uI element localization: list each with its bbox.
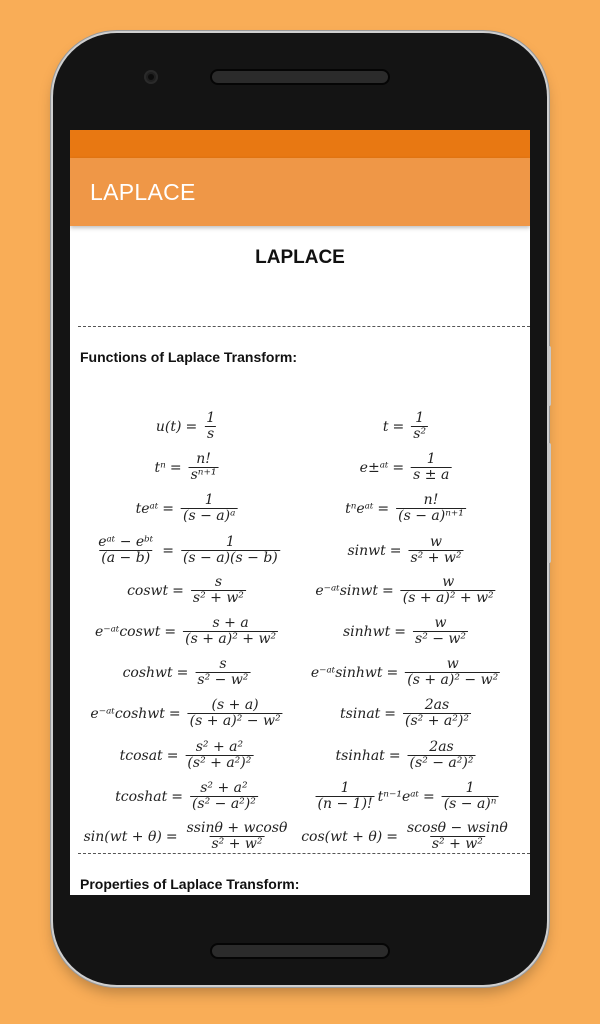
rhs-fraction <box>183 616 278 647</box>
section-title-properties: Properties of Laplace Transform: <box>80 876 300 892</box>
rhs-fraction <box>188 698 283 729</box>
formula-right-7 <box>340 698 474 729</box>
rhs-fraction <box>185 821 290 852</box>
formula-right-6 <box>311 657 503 688</box>
equals-sign: = <box>171 788 183 805</box>
formula-right-3 <box>347 535 466 566</box>
rhs-fraction <box>409 535 464 566</box>
equals-sign: = <box>162 500 175 517</box>
rhs-fraction <box>405 657 500 688</box>
rhs-fraction <box>411 452 451 483</box>
numerator: 1 <box>206 410 216 426</box>
equals-sign: = <box>392 418 405 435</box>
denominator: (s² + a²)² <box>187 755 252 771</box>
formula-right-2 <box>345 493 469 524</box>
formula-right-9 <box>313 781 502 812</box>
equals-sign: = <box>164 623 177 640</box>
lhs-term: tⁿeᵃᵗ <box>345 500 374 517</box>
equals-sign: = <box>386 664 399 681</box>
denominator: s² − w² <box>197 672 249 688</box>
formula-left-8 <box>120 740 257 771</box>
rhs-fraction <box>181 493 237 524</box>
denominator: s² + w² <box>192 590 244 606</box>
equals-sign: = <box>377 500 390 517</box>
lhs-term: cos(wt + θ) <box>301 828 383 845</box>
formula-left-10 <box>84 821 293 852</box>
formula-left-5 <box>95 616 281 647</box>
lhs-term: e±ᵃᵗ <box>359 459 389 476</box>
rhs-fraction <box>405 821 510 852</box>
lhs-term: coshwt <box>122 664 173 681</box>
equals-sign: = <box>392 459 405 476</box>
lhs-term: teᵃᵗ <box>135 500 159 517</box>
lhs-term: tsinat <box>340 705 381 722</box>
dashed-separator <box>78 326 530 327</box>
rhs-fraction <box>204 411 217 442</box>
lhs-term: tcosat <box>119 747 163 764</box>
rhs-fraction <box>189 452 219 483</box>
denominator: s² <box>413 426 427 442</box>
lhs-term: e⁻ᵃᵗcoswt <box>94 623 161 640</box>
denominator: s² + w² <box>410 550 462 566</box>
bottom-speaker <box>212 945 388 957</box>
denominator: (s + a)² + w² <box>185 631 277 647</box>
numerator: 1 <box>340 780 350 796</box>
formula-left-7 <box>90 698 285 729</box>
numerator: 1 <box>225 534 235 550</box>
numerator: eᵃᵗ − eᵇᵗ <box>98 534 154 550</box>
rhs-fraction <box>403 698 471 729</box>
formula-right-10 <box>301 821 513 852</box>
numerator: s² + a² <box>195 739 244 755</box>
numerator: 1 <box>415 410 425 426</box>
denominator: s² + w² <box>431 836 483 852</box>
formula-left-6 <box>123 657 254 688</box>
equals-sign: = <box>166 747 179 764</box>
equals-sign: = <box>386 828 398 845</box>
denominator: (n − 1)! <box>317 796 373 812</box>
denominator: s² + w² <box>211 836 263 852</box>
denominator: s² − w² <box>415 631 467 647</box>
app-bar <box>70 158 530 226</box>
denominator: (a − b) <box>101 550 151 566</box>
denominator: (s − a)(s − b) <box>182 550 278 566</box>
equals-sign: = <box>384 705 397 722</box>
lhs-term: u(t) <box>155 418 182 435</box>
denominator: (s + a)² − w² <box>189 713 281 729</box>
formula-right-1 <box>360 452 455 483</box>
formula-left-2 <box>136 493 241 524</box>
denominator: (s − a)ᵃ <box>183 508 236 524</box>
denominator: (s + a)² − w² <box>407 672 499 688</box>
equals-sign: = <box>422 788 435 805</box>
numerator: ssinθ + wcosθ <box>186 820 288 836</box>
denominator: (s − a)ⁿ <box>443 796 497 812</box>
numerator: w <box>442 574 455 590</box>
denominator: s <box>207 426 215 442</box>
denominator: (s² − a²)² <box>191 796 256 812</box>
equals-sign: = <box>176 664 189 681</box>
rhs-fraction <box>396 493 466 524</box>
lhs-term: sinhwt <box>342 623 391 640</box>
formula-left-9 <box>115 781 261 812</box>
equals-sign: = <box>389 542 402 559</box>
numerator: s <box>219 656 227 672</box>
lhs-term: tⁿ⁻¹eᵃᵗ <box>377 788 419 805</box>
denominator: (s² − a²)² <box>409 755 474 771</box>
numerator: s <box>214 574 222 590</box>
denominator: (s² + a²)² <box>405 713 469 729</box>
lhs-term: e⁻ᵃᵗcoshwt <box>90 705 165 722</box>
volume-button <box>547 443 551 563</box>
formula-left-1 <box>155 452 222 483</box>
lhs-term: sinwt <box>347 542 386 559</box>
top-speaker <box>212 71 388 83</box>
formula-left-4 <box>127 575 249 606</box>
numerator: s + a <box>212 615 249 631</box>
formula-left-0 <box>156 411 220 442</box>
front-camera <box>144 70 158 84</box>
equals-sign: = <box>382 582 394 599</box>
numerator: n! <box>196 451 211 467</box>
page-title: LAPLACE <box>255 247 345 268</box>
app-screen <box>70 130 530 895</box>
lhs-term: tcoshat <box>115 788 168 805</box>
rhs-fraction <box>191 575 246 606</box>
rhs-fraction <box>442 781 499 812</box>
rhs-fraction <box>190 781 258 812</box>
formula-right-8 <box>336 740 479 771</box>
lhs-term: sin(wt + θ) <box>83 828 162 845</box>
equals-sign: = <box>165 828 178 845</box>
lhs-term: tⁿ <box>154 459 166 476</box>
lhs-term: e⁻ᵃᵗsinhwt <box>310 664 383 681</box>
numerator: s² + a² <box>200 780 248 796</box>
lhs-fraction <box>96 535 155 566</box>
rhs-fraction <box>401 575 496 606</box>
equals-sign: = <box>162 542 174 559</box>
numerator: 2as <box>424 697 450 713</box>
numerator: 2as <box>429 739 454 755</box>
rhs-fraction <box>413 616 468 647</box>
rhs-fraction <box>411 411 428 442</box>
section-title-functions: Functions of Laplace Transform: <box>80 349 298 365</box>
rhs-fraction <box>181 535 280 566</box>
formula-right-4 <box>315 575 498 606</box>
numerator: n! <box>423 492 439 508</box>
equals-sign: = <box>388 747 401 764</box>
numerator: w <box>446 656 459 672</box>
power-button <box>547 346 551 406</box>
denominator: (s + a)² + w² <box>402 590 494 606</box>
lhs-term: e⁻ᵃᵗsinwt <box>315 582 378 599</box>
numerator: 1 <box>426 451 436 467</box>
equals-sign: = <box>172 582 184 599</box>
numerator: 1 <box>465 780 475 796</box>
app-bar-title: LAPLACE <box>90 178 196 205</box>
numerator: w <box>430 534 442 550</box>
numerator: 1 <box>204 492 214 508</box>
lhs-term: t <box>382 418 389 435</box>
rhs-fraction <box>185 740 253 771</box>
lhs-fraction <box>316 781 375 812</box>
numerator: (s + a) <box>211 697 259 713</box>
equals-sign: = <box>168 705 181 722</box>
denominator: s ± a <box>413 467 450 483</box>
status-bar <box>70 130 530 158</box>
formula-right-5 <box>343 616 471 647</box>
formula-right-0 <box>383 411 431 442</box>
numerator: w <box>434 615 447 631</box>
equals-sign: = <box>185 418 198 435</box>
formula-left-3 <box>93 535 283 566</box>
equals-sign: = <box>169 459 182 476</box>
denominator: sⁿ⁺¹ <box>190 467 217 483</box>
lhs-term: coswt <box>127 582 169 599</box>
lhs-term: tsinhat <box>335 747 385 764</box>
denominator: (s − a)ⁿ⁺¹ <box>398 508 464 524</box>
equals-sign: = <box>394 623 407 640</box>
rhs-fraction <box>195 657 250 688</box>
numerator: scosθ − wsinθ <box>406 820 508 836</box>
rhs-fraction <box>408 740 476 771</box>
dashed-separator <box>78 853 530 854</box>
